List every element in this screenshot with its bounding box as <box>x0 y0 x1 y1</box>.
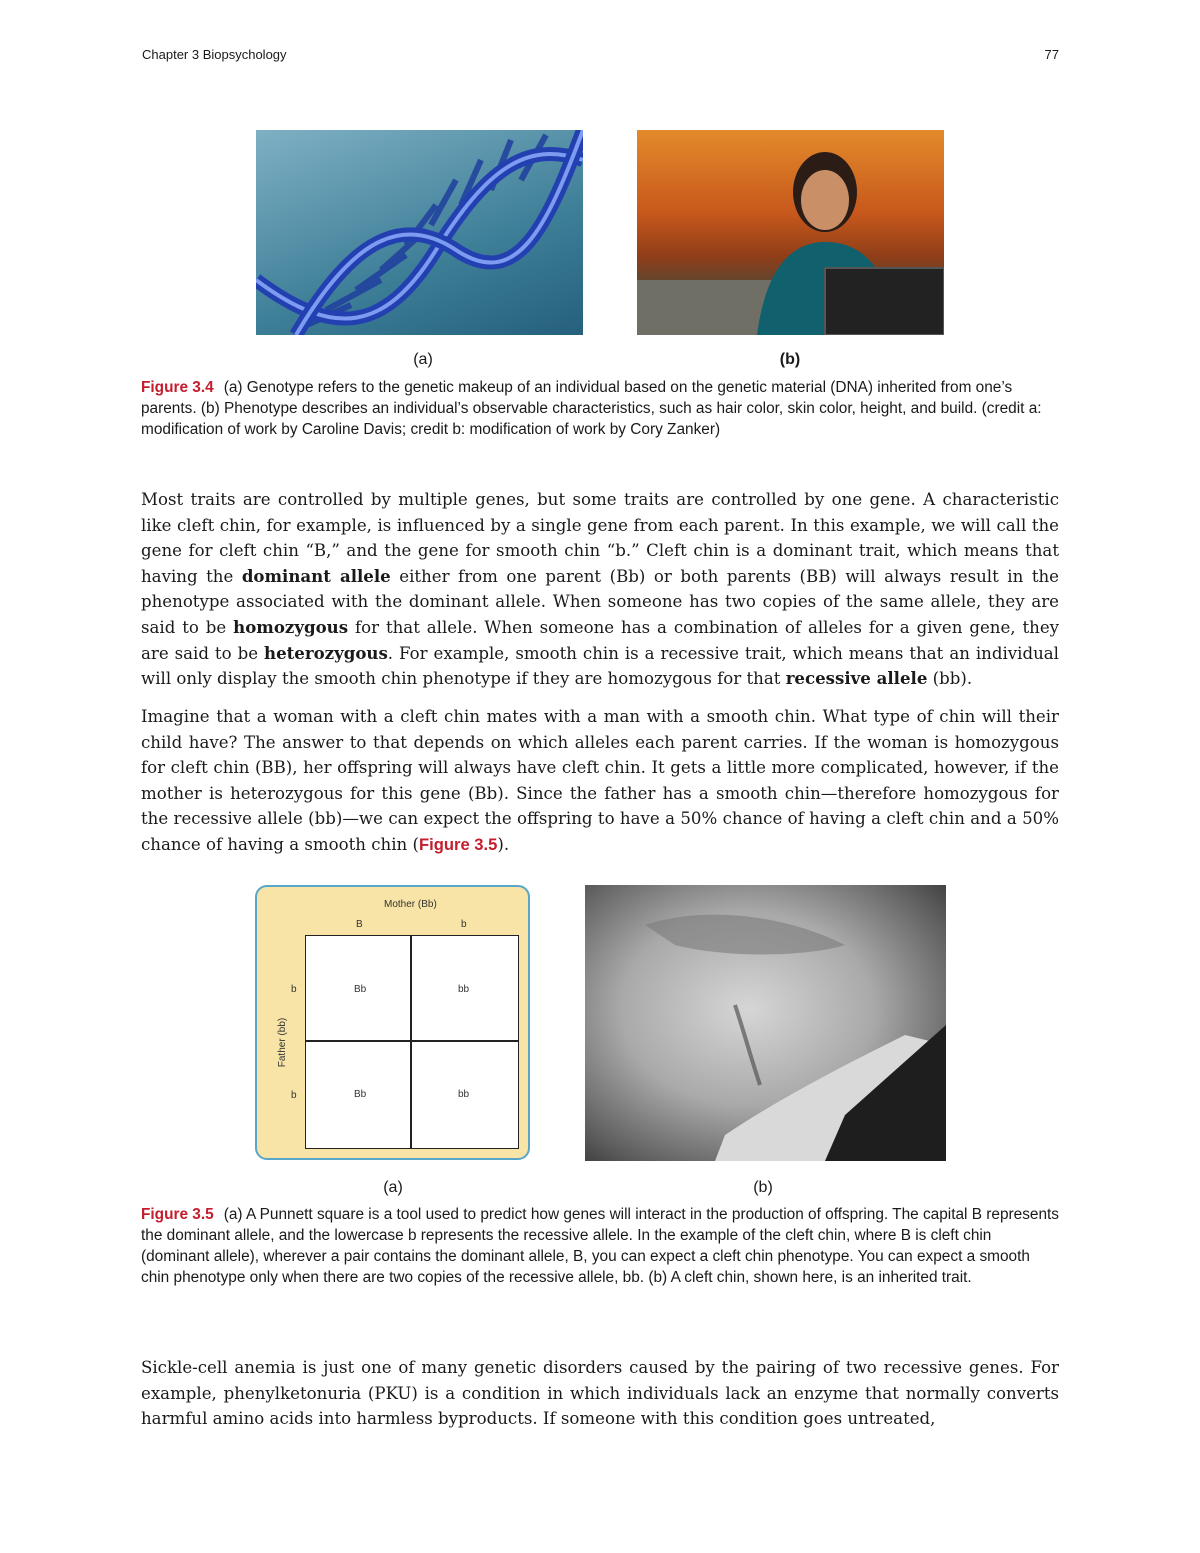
dna-helix-image <box>256 130 583 335</box>
figure-3-4-caption-text: (a) Genotype refers to the genetic makeup of an individual based on the genetic material (DNA) inherited from one’s parents. (b) Phenotype describes an individual’s observable characteristics, such as hair color, skin color, height, and build. (credit a: modification of work by Caroline Davis; credit b: modification of work by Cory Zanker) <box>141 379 1042 438</box>
paragraph-1-text-3: for that allele. When someone has a combination of alleles for a given gene, they are said to be <box>141 617 1060 663</box>
figure-3-5-caption <box>141 1204 1061 1288</box>
punnett-cell: bb <box>458 984 470 995</box>
punnett-cell: bb <box>458 1089 470 1100</box>
figure-3-4-number: Figure 3.4 <box>141 379 214 396</box>
paragraph-2-text-2: ). <box>497 834 510 854</box>
page-number: 77 <box>1044 47 1059 62</box>
running-head: Chapter 3 Biopsychology <box>142 47 287 62</box>
figure-3-4-label-b: (b) <box>779 351 801 368</box>
figure-3-4-caption <box>141 377 1061 440</box>
punnett-grid <box>305 935 519 1149</box>
punnett-square <box>255 885 530 1160</box>
paragraph-1-text-2: either from one parent (Bb) or both parents (BB) will always result in the phenotype associated with the dominant allele. When someone has two copies of the same allele, they are said to be <box>141 566 1059 637</box>
punnett-col-header-1: B <box>356 919 363 930</box>
punnett-divider <box>306 1040 518 1042</box>
paragraph-1-text-5: (bb). <box>927 669 973 689</box>
term-heterozygous: heterozygous <box>264 642 388 663</box>
paragraph-2 <box>141 704 1059 858</box>
paragraph-1-text-1: Most traits are controlled by multiple genes, but some traits are controlled by one gene. A characteristic like cleft chin, for example, is influenced by a single gene from each parent. In this example, we will call the gene for cleft chin “B,” and the gene for smooth chin “b.” Cleft chin is a dominant trait, which means that having the <box>141 490 1059 586</box>
figure-3-5-number: Figure 3.5 <box>141 1206 214 1223</box>
figure-3-5-link[interactable]: Figure 3.5 <box>418 834 498 854</box>
cleft-chin-photo <box>585 885 946 1161</box>
woman-with-laptop-photo <box>637 130 944 335</box>
figure-3-5-label-a: (a) <box>383 1179 403 1196</box>
paragraph-2-text-1: Imagine that a woman with a cleft chin mates with a man with a smooth chin. What type of chin will their child have? The answer to that depends on which alleles each parent carries. If the woman is homozygous for cleft chin (BB), her offspring will always have cleft chin. It gets a little more complicated, however, if the mother is heterozygous for this gene (Bb). Since the father has a smooth chin—therefore homozygous for the recessive allele (bb)—we can expect the offspring to have a 50% chance of having a cleft chin and a 50% chance of having a smooth chin ( <box>141 707 1059 854</box>
figure-3-5-caption-text: (a) A Punnett square is a tool used to predict how genes will interact in the production of offspring. The capital B represents the dominant allele, and the lowercase b represents the recessive allele. In the example of the cleft chin, where B is cleft chin (dominant allele), wherever a pair contains the dominant allele, B, you can expect a cleft chin phenotype. You can expect a smooth chin phenotype only when there are two copies of the recessive allele, bb. (b) A cleft chin, shown here, is an inherited trait. <box>141 1206 1059 1286</box>
paragraph-3: Sickle-cell anemia is just one of many genetic disorders caused by the pairing of two recessive genes. For example, phenylketonuria (PKU) is a condition in which individuals lack an enzyme that normally converts harmful amino acids into harmless byproducts. If someone with this condition goes untreated, <box>141 1358 1059 1429</box>
paragraph-1-text-4: . For example, smooth chin is a recessive trait, which means that an individual will only display the smooth chin phenotype if they are homozygous for that <box>141 643 1059 689</box>
punnett-cell: Bb <box>354 1089 367 1100</box>
punnett-row-header-1: b <box>291 984 297 995</box>
punnett-row-header-2: b <box>291 1090 297 1101</box>
figure-3-5-label-b: (b) <box>753 1179 773 1196</box>
term-recessive-allele: recessive allele <box>785 668 928 689</box>
paragraph-1 <box>141 487 1059 692</box>
term-homozygous: homozygous <box>233 616 349 637</box>
punnett-mother-label: Mother (Bb) <box>384 899 437 910</box>
punnett-cell: Bb <box>354 984 367 995</box>
figure-3-4-label-a: (a) <box>413 351 433 368</box>
punnett-divider <box>410 936 412 1148</box>
punnett-col-header-2: b <box>461 919 467 930</box>
term-dominant-allele: dominant allele <box>241 565 391 586</box>
punnett-father-label: Father (bb) <box>277 1017 289 1068</box>
